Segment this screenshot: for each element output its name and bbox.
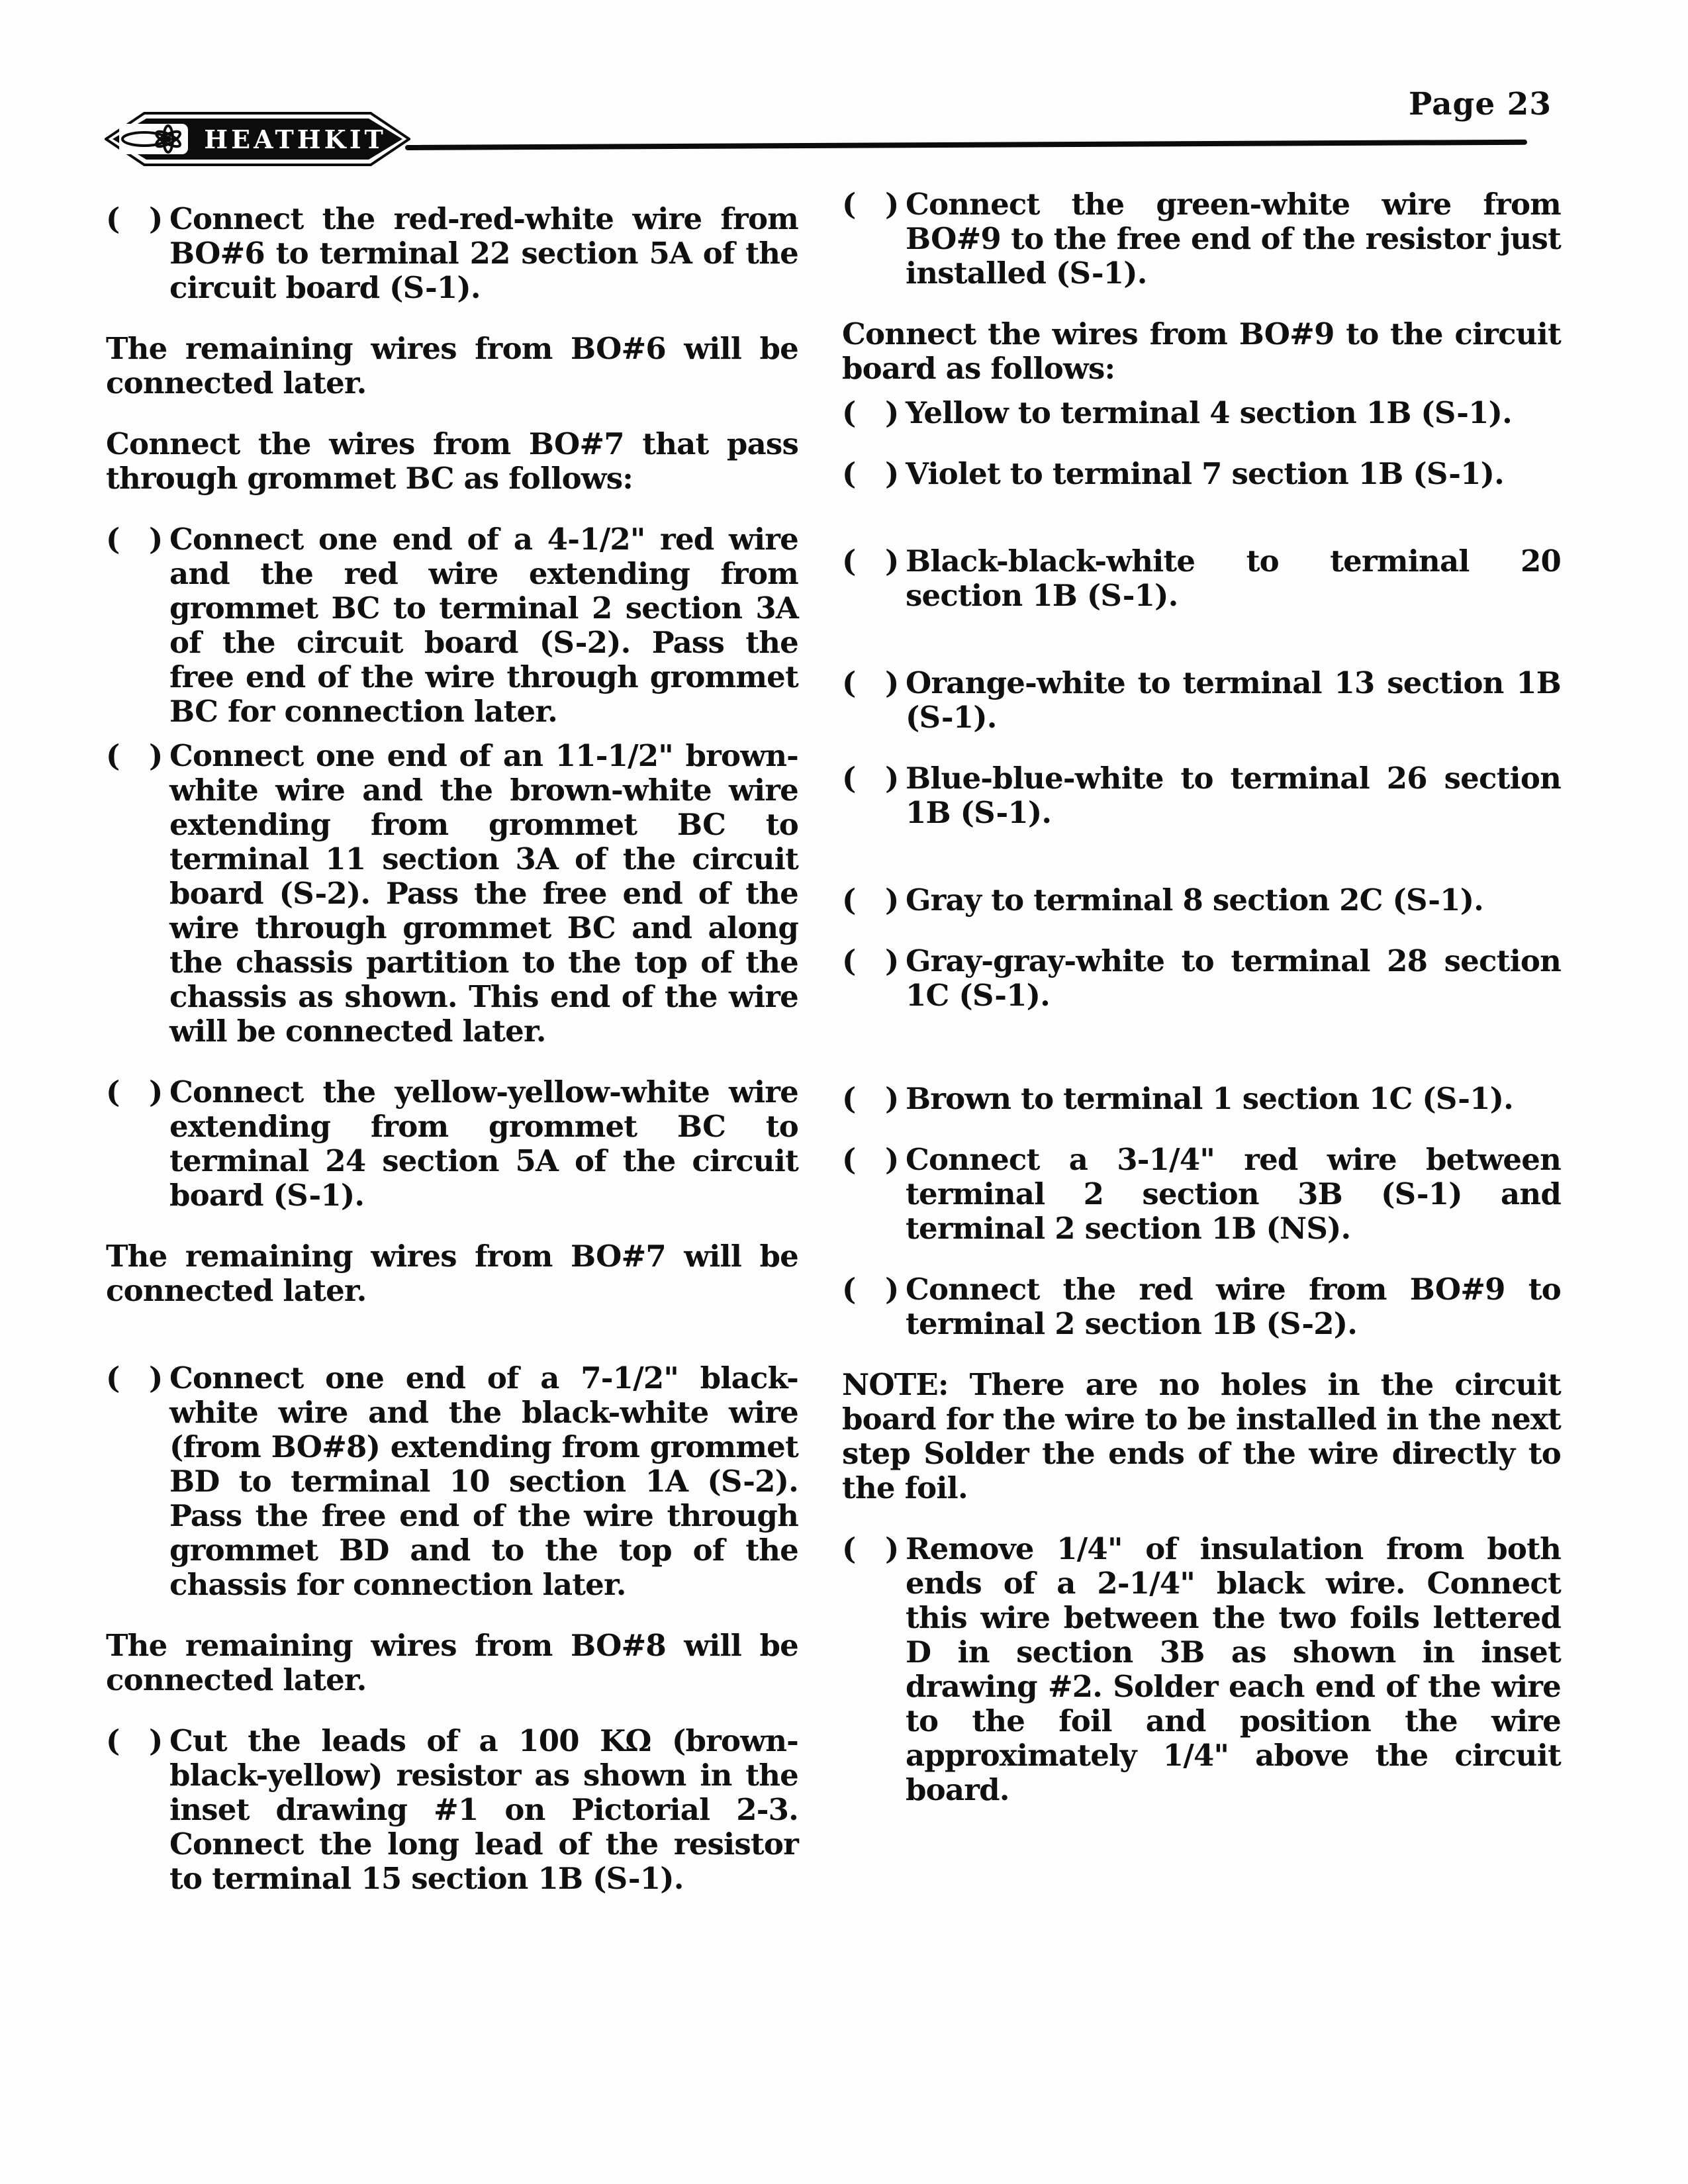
checklist-item (842, 396, 1561, 430)
paragraph (106, 427, 798, 496)
item-text: Violet to terminal 7 section 1B (S-1). (906, 456, 1504, 491)
item-text: Orange-white to terminal 13 section 1B (S-1). (906, 665, 1561, 735)
checkbox-blank: ( ) (842, 395, 909, 430)
paragraph (106, 1239, 798, 1308)
left-column (106, 202, 798, 1896)
paragraph-text: Connect the wires from BO#7 that pass through grommet BC as follows: (106, 426, 798, 496)
checklist-item (842, 761, 1561, 830)
heathkit-logo (105, 110, 410, 168)
checkbox-blank: ( ) (842, 456, 909, 491)
paragraph (106, 332, 798, 401)
paragraph (842, 317, 1561, 386)
header-rule (405, 140, 1527, 150)
checkbox-blank: ( ) (842, 882, 909, 918)
checklist-item (842, 1143, 1561, 1246)
item-text: Gray-gray-white to terminal 28 section 1C (S-1). (906, 943, 1561, 1013)
checkbox-blank: ( ) (842, 1272, 909, 1307)
item-text: Connect one end of an 11-1/2" brown-white wire and the brown-white wire extending from grommet BC to terminal 11 section 3A of the circuit board (S-2). Pass the free end of the wire through grommet BC and along the chassis partition to the top of the chassis as shown. This end of the wire will be connected later. (169, 738, 798, 1049)
checklist-item (106, 1361, 798, 1602)
paragraph (842, 1368, 1561, 1505)
checklist-item (106, 1075, 798, 1213)
item-text: Connect the green-white wire from BO#9 to the free end of the resistor just installed (S-1). (906, 187, 1561, 291)
item-text: Remove 1/4" of insulation from both ends of a 2-1/4" black wire. Connect this wire between the two foils lettered D in section 3B as shown in inset drawing #2. Solder each end of the wire to the foil and position the wire approximately 1/4" above the circuit board. (906, 1531, 1561, 1807)
logo-text: HEATHKIT (204, 124, 387, 154)
checklist-item (842, 1272, 1561, 1341)
checkbox-blank: ( ) (842, 665, 909, 700)
item-text: Yellow to terminal 4 section 1B (S-1). (906, 395, 1513, 430)
checkbox-blank: ( ) (106, 1360, 173, 1396)
page-number: Page 23 (1409, 86, 1552, 122)
item-text: Connect the yellow-yellow-white wire extending from grommet BC to terminal 24 section 5A of the circuit board (S-1). (169, 1074, 798, 1213)
checkbox-blank: ( ) (106, 1723, 173, 1758)
right-column (842, 187, 1561, 1807)
checkbox-blank: ( ) (842, 187, 909, 222)
checkbox-blank: ( ) (842, 1142, 909, 1177)
paragraph (106, 1629, 798, 1697)
checklist-item (842, 1082, 1561, 1116)
checklist-item (842, 457, 1561, 491)
item-text: Brown to terminal 1 section 1C (S-1). (906, 1081, 1514, 1116)
checklist-item (842, 666, 1561, 735)
checklist-item (842, 1532, 1561, 1807)
item-text: Connect a 3-1/4" red wire between terminal 2 section 3B (S-1) and terminal 2 section 1B (NS). (906, 1142, 1561, 1246)
checklist-item (842, 544, 1561, 613)
checklist-item (106, 522, 798, 729)
checkbox-blank: ( ) (106, 522, 173, 557)
item-text: Gray to terminal 8 section 2C (S-1). (906, 882, 1484, 918)
checklist-item (842, 187, 1561, 291)
checklist-item (106, 202, 798, 305)
item-text: Connect the red wire from BO#9 to terminal 2 section 1B (S-2). (906, 1272, 1561, 1341)
paragraph-text: The remaining wires from BO#6 will be connected later. (106, 331, 798, 401)
checkbox-blank: ( ) (106, 201, 173, 236)
item-text: Connect the red-red-white wire from BO#6 to terminal 22 section 5A of the circuit board (S-1). (169, 201, 798, 305)
item-text: Connect one end of a 4-1/2" red wire and the red wire extending from grommet BC to terminal 2 section 3A of the circuit board (S-2). Pass the free end of the wire through grommet BC for connection later. (169, 522, 798, 729)
item-text: Cut the leads of a 100 KΩ (brown-black-yellow) resistor as shown in the inset drawing #1 on Pictorial 2-3. Connect the long lead of the resistor to terminal 15 section 1B (S-1). (169, 1723, 798, 1896)
checkbox-blank: ( ) (106, 738, 173, 773)
checklist-item (106, 1724, 798, 1896)
paragraph-text: NOTE: There are no holes in the circuit board for the wire to be installed in the next step Solder the ends of the wire directly to the foil. (842, 1367, 1561, 1505)
checkbox-blank: ( ) (842, 544, 909, 579)
item-text: Connect one end of a 7-1/2" black-white wire and the black-white wire (from BO#8) extending from grommet BD to terminal 10 section 1A (S-2). Pass the free end of the wire through grommet BD and to the top of the chassis for connection later. (169, 1360, 798, 1602)
checkbox-blank: ( ) (842, 1531, 909, 1566)
checkbox-blank: ( ) (106, 1074, 173, 1110)
checklist-item (842, 883, 1561, 918)
checkbox-blank: ( ) (842, 943, 909, 978)
checklist-item (842, 944, 1561, 1013)
checklist-item (106, 739, 798, 1049)
paragraph-text: Connect the wires from BO#9 to the circuit board as follows: (842, 316, 1561, 386)
item-text: Blue-blue-white to terminal 26 section 1B (S-1). (906, 761, 1561, 830)
paragraph-text: The remaining wires from BO#7 will be connected later. (106, 1239, 798, 1308)
paragraph-text: The remaining wires from BO#8 will be connected later. (106, 1628, 798, 1697)
item-text: Black-black-white to terminal 20 section 1B (S-1). (906, 544, 1561, 613)
checkbox-blank: ( ) (842, 1081, 909, 1116)
checkbox-blank: ( ) (842, 761, 909, 796)
